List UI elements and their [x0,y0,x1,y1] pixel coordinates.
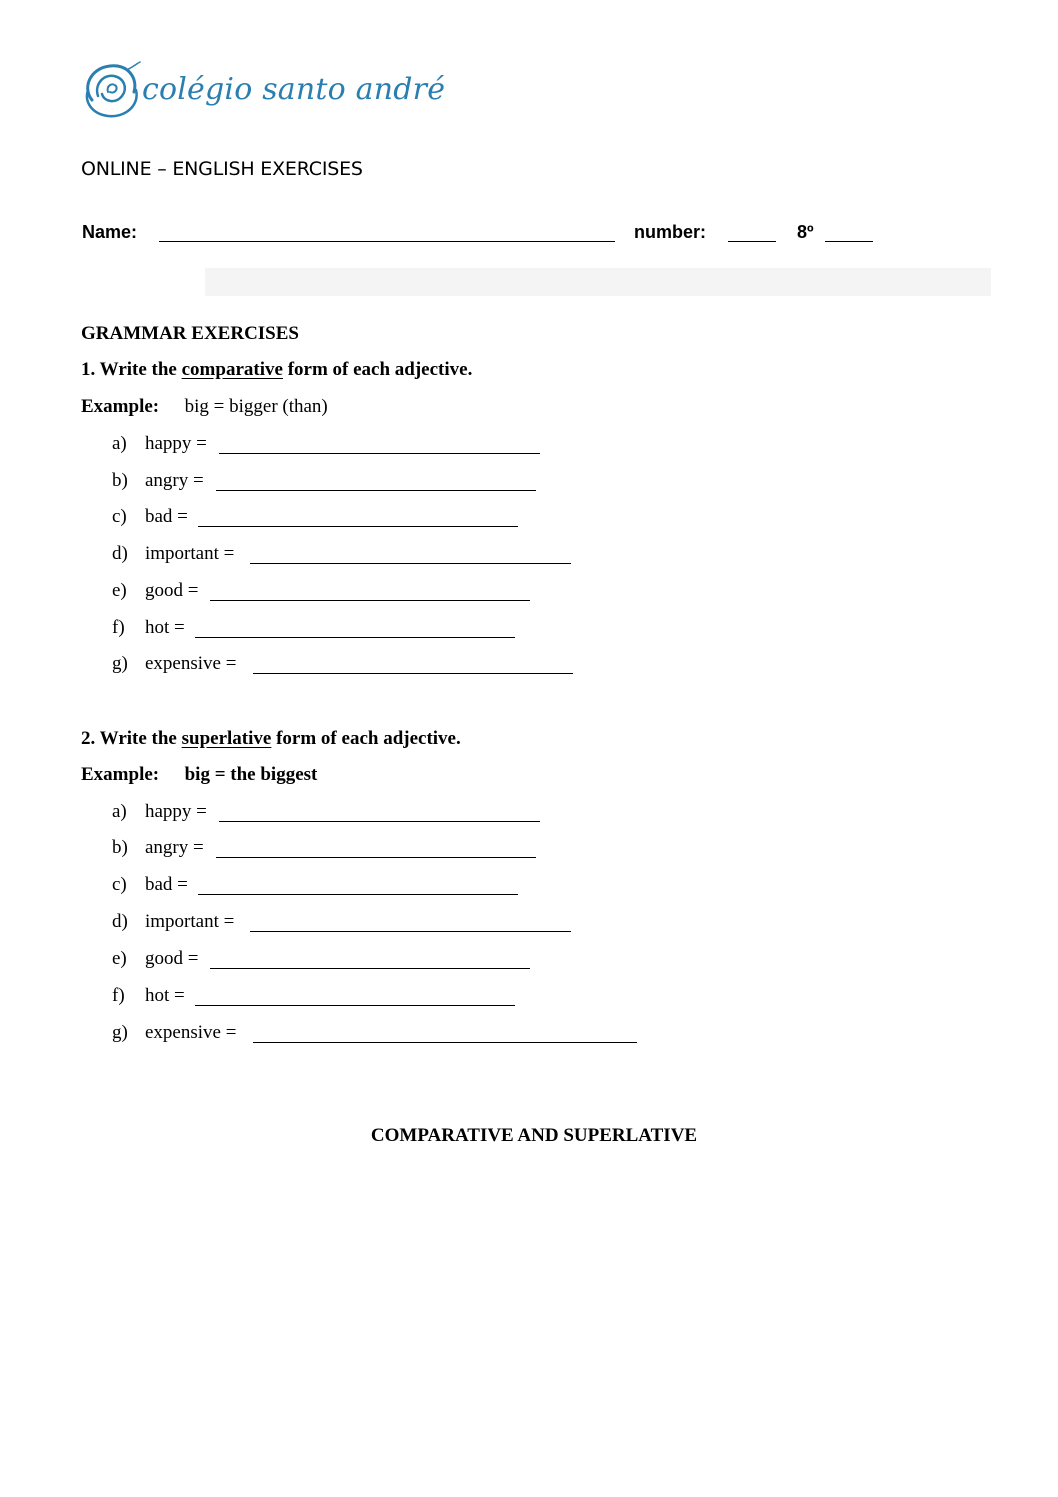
item-letter: d) [112,543,128,564]
item-word: angry = [145,470,204,491]
exercise1-example [81,396,328,418]
item-letter: a) [112,433,127,454]
item-letter: e) [112,580,127,601]
item-word: important = [145,543,235,564]
answer-blank[interactable] [210,600,530,601]
exercise2-example [81,764,317,786]
item-word: expensive = [145,1022,237,1043]
item-word: hot = [145,617,185,638]
item-letter: a) [112,801,127,822]
answer-blank[interactable] [219,453,540,454]
item-word: hot = [145,985,185,1006]
item-word: bad = [145,506,188,527]
section-title: GRAMMAR EXERCISES [81,323,299,344]
item-letter: c) [112,874,127,895]
student-info-line [82,222,882,246]
answer-blank[interactable] [216,857,536,858]
item-word: happy = [145,801,207,822]
name-field[interactable] [159,241,615,242]
exercise1-suffix: form of each adjective. [282,359,473,380]
answer-blank[interactable] [195,1005,515,1006]
exercise2-example-text: big = the biggest [184,764,318,785]
item-word: angry = [145,837,204,858]
exercise1-keyword: comparative [181,359,283,380]
item-word: bad = [145,874,188,895]
item-letter: f) [112,617,125,638]
grade-field[interactable] [825,241,873,242]
answer-blank[interactable] [253,673,573,674]
item-letter: d) [112,911,128,932]
item-word: good = [145,948,199,969]
item-letter: b) [112,470,128,491]
answer-blank[interactable] [219,821,540,822]
item-word: important = [145,911,235,932]
item-letter: b) [112,837,128,858]
answer-blank[interactable] [198,894,518,895]
exercise2-instruction [81,728,461,750]
exercise1-example-label: Example: [81,396,160,417]
name-label: Name: [82,222,138,242]
answer-blank[interactable] [216,490,536,491]
item-word: expensive = [145,653,237,674]
item-word: happy = [145,433,207,454]
answer-blank[interactable] [198,526,518,527]
number-field[interactable] [728,241,776,242]
exercise1-prefix: 1. Write the [81,359,182,380]
exercise1-instruction [81,359,472,381]
footer-title: COMPARATIVE AND SUPERLATIVE [370,1125,698,1146]
item-letter: e) [112,948,127,969]
answer-blank[interactable] [250,563,571,564]
answer-blank[interactable] [250,931,571,932]
item-letter: g) [112,653,128,674]
number-label: number: [634,222,706,242]
item-letter: f) [112,985,125,1006]
school-name: colégio santo andré [142,72,446,107]
item-word: good = [145,580,199,601]
page-title: ONLINE – ENGLISH EXERCISES [81,158,363,180]
exercise2-suffix: form of each adjective. [271,728,461,749]
item-letter: g) [112,1022,128,1043]
exercise2-keyword: superlative [181,728,272,749]
grade-label: 8º [797,222,814,242]
exercise1-example-text: big = bigger (than) [184,396,328,417]
answer-blank[interactable] [253,1042,637,1043]
answer-blank[interactable] [195,637,515,638]
item-letter: c) [112,506,127,527]
exercise2-prefix: 2. Write the [81,728,182,749]
exercise2-example-label: Example: [81,764,160,785]
shaded-band [205,268,991,296]
answer-blank[interactable] [210,968,530,969]
